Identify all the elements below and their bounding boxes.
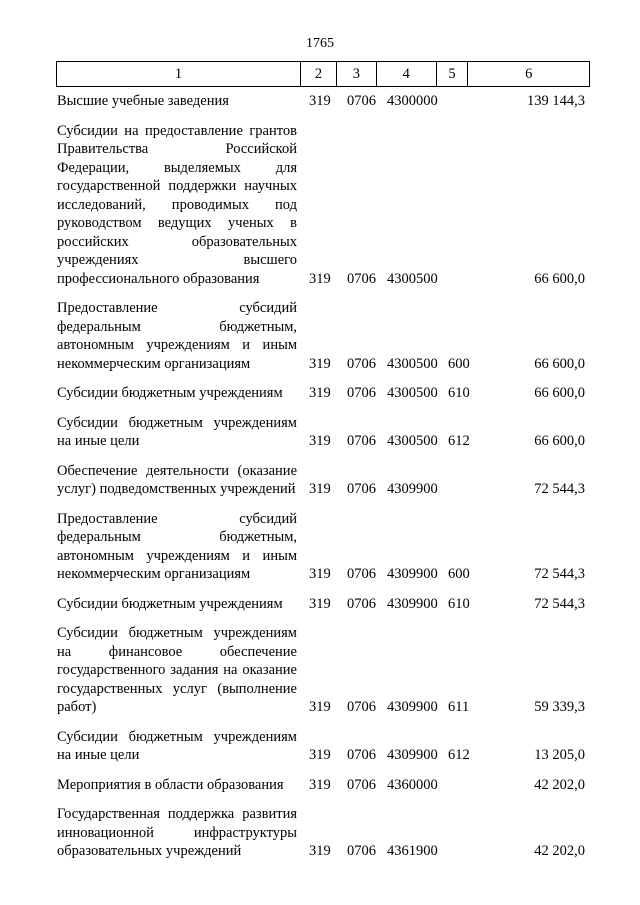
row-name: Субсидии на предоставление грантов Правительства Российской Федерации, выделяемых для государственной поддержки научных исследований, проводимых под руководством ведущих ученых в российских образовательных учреждениях высшего профессионального образования [57,122,297,287]
row-name: Субсидии бюджетным учреждениям на иные цели [57,414,297,449]
row-c3: 0706 [347,433,376,449]
row-c4: 4309900 [387,699,438,715]
row-c3: 0706 [347,355,376,372]
table-body [0,92,640,872]
row-name: Предоставление субсидий федеральным бюджетным, автономным учреждениям и иным некоммерческим организациям [57,300,297,372]
row-c2: 319 [309,481,331,497]
row-c2: 319 [309,385,331,401]
row-name: Государственная поддержка развития инновационной инфраструктуры образовательных учреждений [57,806,297,859]
row-c3: 0706 [347,776,376,793]
row-c4: 4300000 [387,93,438,109]
row-c3: 0706 [347,385,376,401]
row-c6: 66 600,0 [534,355,585,372]
row-c3: 0706 [347,481,376,497]
row-c5: 610 [448,385,470,401]
page-number: 1765 [306,36,334,51]
row-c4: 4309900 [387,747,438,763]
row-name: Обеспечение деятельности (оказание услуг) подведомственных учреждений [57,462,297,497]
row-name: Высшие учебные заведения [57,93,229,109]
row-c4: 4309900 [387,595,438,612]
row-c4: 4300500 [387,433,438,449]
row-c4: 4300500 [387,385,438,401]
row-c3: 0706 [347,843,376,859]
row-c4: 4309900 [387,566,438,582]
row-c2: 319 [309,699,331,715]
table-header [56,61,590,87]
row-c2: 319 [309,747,331,763]
table-row [0,299,640,373]
table-row [0,776,640,795]
table-row [0,728,640,765]
header-col-3: 3 [337,62,377,86]
row-c4: 4361900 [387,843,438,859]
row-c2: 319 [309,843,331,859]
table-row [0,462,640,499]
header-col-5: 5 [437,62,469,86]
row-c2: 319 [309,270,331,287]
row-name: Предоставление субсидий федеральным бюджетным, автономным учреждениям и иным некоммерческим организациям [57,510,297,582]
row-c3: 0706 [347,747,376,763]
row-c5: 611 [448,699,470,715]
row-c6: 42 202,0 [534,843,585,859]
header-col-6: 6 [525,66,533,82]
row-c2: 319 [309,93,331,109]
row-name: Субсидии бюджетным учреждениям [57,385,283,401]
row-c3: 0706 [347,566,376,582]
row-c5: 600 [448,355,470,372]
row-c6: 72 544,3 [534,595,585,612]
row-c6: 72 544,3 [534,566,585,582]
row-c6: 66 600,0 [534,385,585,401]
row-c3: 0706 [347,270,376,287]
row-c5: 612 [448,747,470,763]
row-c3: 0706 [347,595,376,612]
row-c2: 319 [309,776,331,793]
row-c6: 66 600,0 [534,433,585,449]
row-c4: 4309900 [387,481,438,497]
row-c4: 4300500 [387,270,438,287]
row-name: Субсидии бюджетным учреждениям на финансовое обеспечение государственного задания на оказание государственных услуг (выполнение работ) [57,625,297,715]
row-c2: 319 [309,433,331,449]
table-row [0,384,640,403]
table-row [0,595,640,614]
row-name: Субсидии бюджетным учреждениям [57,595,283,612]
table-row [0,805,640,861]
table-row [0,624,640,717]
row-c6: 66 600,0 [534,270,585,287]
header-col-2: 2 [301,62,337,86]
row-c6: 42 202,0 [534,776,585,793]
row-name: Мероприятия в области образования [57,776,284,793]
table-row [0,510,640,584]
row-c2: 319 [309,355,331,372]
row-c2: 319 [309,566,331,582]
table-row [0,414,640,451]
row-c6: 13 205,0 [534,747,585,763]
header-col-4: 4 [377,62,437,86]
row-c5: 612 [448,433,470,449]
row-c6: 139 144,3 [527,93,585,109]
row-c6: 72 544,3 [534,481,585,497]
row-c2: 319 [309,595,331,612]
row-name: Субсидии бюджетным учреждениям на иные цели [57,728,297,763]
row-c6: 59 339,3 [534,699,585,715]
row-c5: 600 [448,566,470,582]
row-c3: 0706 [347,699,376,715]
row-c4: 4360000 [387,776,438,793]
row-c3: 0706 [347,93,376,109]
table-row [0,92,640,111]
row-c4: 4300500 [387,355,438,372]
header-col-1: 1 [57,62,301,86]
row-c5: 610 [448,595,470,612]
table-row [0,122,640,289]
